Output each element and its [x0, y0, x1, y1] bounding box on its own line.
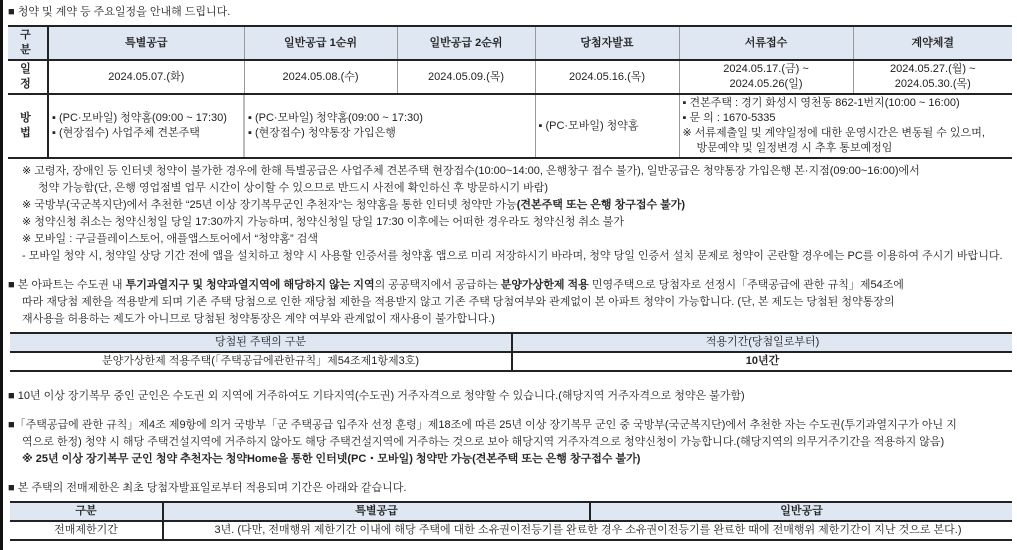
note-2-text: ※ 국방부(국군복지단)에서 추천한 “25년 이상 장기복무군인 추천자”는 청약홈을 통한 인터넷 청약만 가능	[22, 199, 517, 211]
note-5: - 모바일 청약 시, 청약일 상당 기간 전에 앱을 설치하고 청약 시 사용할 인증서를 청약홈 앱으로 미리 저장하시기 바라며, 청약 당일 인증서 설치 문제로 청약이 곤란할 경우에는 PC를 이용하여 주시기 바랍니다.	[22, 250, 1003, 262]
rewin-header-row	[10, 333, 1012, 352]
method-announce: ▪ (PC·모바일) 청약홈	[535, 94, 679, 158]
date-announce: 2024.05.16.(목)	[535, 60, 679, 94]
row-label-schedule: 일 정	[8, 60, 48, 94]
schedule-table	[8, 25, 1012, 159]
resale-header-category: 구분	[10, 502, 163, 521]
resale-header-row	[10, 502, 1012, 521]
schedule-method-row	[8, 94, 1012, 158]
header-category: 구 분	[8, 26, 48, 60]
rewin-row	[10, 352, 1012, 371]
date-general-2: 2024.05.09.(목)	[397, 60, 535, 94]
docs-end: 2024.05.26(일)	[729, 78, 803, 90]
rewin-para-2: 따라 재당첨 제한을 적용받게 되며 기존 주택 당첨으로 인한 재당첨 제한을 적용받지 않고 기존 주택 당첨여부와 관계없이 본 아파트 청약이 가능합니다. (단, 본 제도는 당첨된 청약통장의	[22, 296, 895, 308]
rewin-text-a: ■ 본 아파트는 수도권 내	[8, 279, 126, 291]
note-4: ※ 모바일 : 구글플레이스토어, 애플앱스토어에서 “청약홈” 검색	[22, 233, 319, 245]
rewin-period: 10년간	[512, 352, 1012, 371]
rewin-bold-a: 투기과열지구 및 청약과열지역에 해당하지 않는 지역	[125, 279, 375, 291]
rewin-table	[10, 332, 1012, 372]
header-general-2: 일반공급 2순위	[397, 26, 535, 60]
resale-intro: ■ 본 주택의 전매제한은 최초 당첨자발표일로부터 적용되며 기간은 아래와 같습니다.	[8, 482, 407, 494]
office-note-1: ※ 서류제출일 및 계약일정에 대한 운영시간은 변동될 수 있으며,	[682, 127, 985, 139]
rewin-text-c: 민영주택으로 당첨자로 선정시「주택공급에 관한 규칙」제54조에	[588, 279, 904, 291]
page-left-border	[0, 0, 3, 550]
office-info	[679, 94, 1012, 158]
rewin-header-type: 당첨된 주택의 구분	[10, 333, 512, 352]
date-docs	[679, 60, 853, 94]
header-docs: 서류접수	[679, 26, 853, 60]
method-general-online: ▪ (PC·모바일) 청약홈(09:00 ~ 17:30)	[248, 112, 423, 124]
resale-header-general: 일반공급	[590, 502, 1012, 521]
resale-table	[10, 501, 1012, 541]
header-general-1: 일반공급 1순위	[244, 26, 397, 60]
rewin-type: 분양가상한제 적용주택(「주택공급에관한규칙」제54조제1항제3호)	[101, 355, 419, 367]
resale-row-value: 3년. (다만, 전매행위 제한기간 이내에 해당 주택에 대한 소유권이전등기를 완료한 경우 소유권이전등기를 완료한 때에 전매행위 제한기간이 지난 것으로 본다.)	[163, 521, 1012, 540]
model-house-address: ▪ 견본주택 : 경기 화성시 영천동 862-1번지(10:00 ~ 16:00)	[682, 97, 960, 109]
schedule-date-row	[8, 60, 1012, 94]
note-1a: ※ 고령자, 장애인 등 인터넷 청약이 불가한 경우에 한해 특별공급은 사업주체 견본주택 현장접수(10:00~14:00, 은행창구 접수 불가), 일반공급은 청약통장 가입은행 본·지점(09:00~16:00)에서	[22, 165, 920, 177]
method-general	[244, 94, 535, 158]
resale-row	[10, 521, 1012, 540]
inquiry-phone: ▪ 문 의 : 1670-5335	[682, 112, 776, 124]
method-general-onsite: ▪ (현장접수) 청약통장 가입은행	[248, 127, 396, 139]
resale-header-special: 특별공급	[163, 502, 590, 521]
schedule-intro: ■ 청약 및 계약 등 주요일정을 안내해 드립니다.	[8, 6, 231, 18]
date-contract	[853, 60, 1012, 94]
method-special	[48, 94, 244, 158]
rewin-para-3: 재사용을 허용하는 제도가 아니므로 당첨된 청약통장은 계약 여부와 관계없이 재사용이 불가합니다.)	[22, 313, 495, 325]
military-note-2-line-3: ※ 25년 이상 장기복무 군인 청약 추천자는 청약Home을 통한 인터넷(PC・모바일) 청약만 가능(견본주택 또는 은행 창구접수 불가)	[22, 453, 641, 465]
note-1b: 청약 가능함(단, 은행 영업점별 업무 시간이 상이할 수 있으므로 반드시 사전에 확인하신 후 방문하시기 바람)	[38, 182, 549, 194]
rewin-bold-b: 분양가상한제 적용	[500, 279, 589, 291]
method-special-onsite: ▪ (현장접수) 사업주체 견본주택	[52, 127, 200, 139]
contract-end: 2024.05.30.(목)	[894, 78, 971, 90]
schedule-header-row	[8, 26, 1012, 60]
header-announce: 당첨자발표	[535, 26, 679, 60]
rewin-para-1	[8, 277, 1012, 294]
military-note-2-line-1: ■「주택공급에 관한 규칙」제4조 제9항에 의거 국방부「군 주택공급 입주자 선정 훈령」제18조에 따른 25년 이상 장기복무 군인 중 국방부(국군복지단)에서 추천한 자는 수도권(투기과열지구가 아닌 지	[8, 419, 957, 431]
rewin-text-b: 의 공공택지에서 공급하는	[374, 279, 501, 291]
note-3: ※ 청약신청 취소는 청약신청일 당일 17:30까지 가능하며, 청약신청일 당일 17:30 이후에는 어떠한 경우라도 청약신청 취소 불가	[22, 216, 624, 228]
military-note-2-line-2: 역으로 한정) 청약 시 해당 주택건설지역에 거주하지 않아도 해당 주택건설지역에 거주하는 것으로 보아 해당지역 거주자격으로 청약신청이 가능합니다.(해당지역의 의무거주기간을 적용하지 않음)	[22, 436, 945, 448]
note-2-bold: (견본주택 또는 은행 창구접수 불가)	[516, 199, 686, 211]
office-note-2: 방문예약 및 일정변경 시 추후 통보예정임	[696, 142, 893, 154]
docs-start: 2024.05.17.(금) ~	[723, 63, 809, 75]
resale-row-label: 전매제한기간	[54, 524, 118, 536]
note-2	[8, 197, 1012, 214]
rewin-header-period: 적용기간(당첨일로부터)	[512, 333, 1012, 352]
method-special-online: ▪ (PC·모바일) 청약홈(09:00 ~ 17:30)	[52, 112, 227, 124]
row-label-method: 방 법	[8, 94, 48, 158]
header-special: 특별공급	[48, 26, 244, 60]
military-note-1: ■ 10년 이상 장기복무 중인 군인은 수도권 외 지역에 거주하여도 기타지역(수도권) 거주자격으로 청약할 수 있습니다.(해당지역 거주자격으로 청약은 불가함)	[8, 390, 745, 402]
contract-start: 2024.05.27.(월) ~	[889, 63, 976, 75]
header-contract: 계약체결	[853, 26, 1012, 60]
date-special: 2024.05.07.(화)	[48, 60, 244, 94]
date-general-1: 2024.05.08.(수)	[244, 60, 397, 94]
